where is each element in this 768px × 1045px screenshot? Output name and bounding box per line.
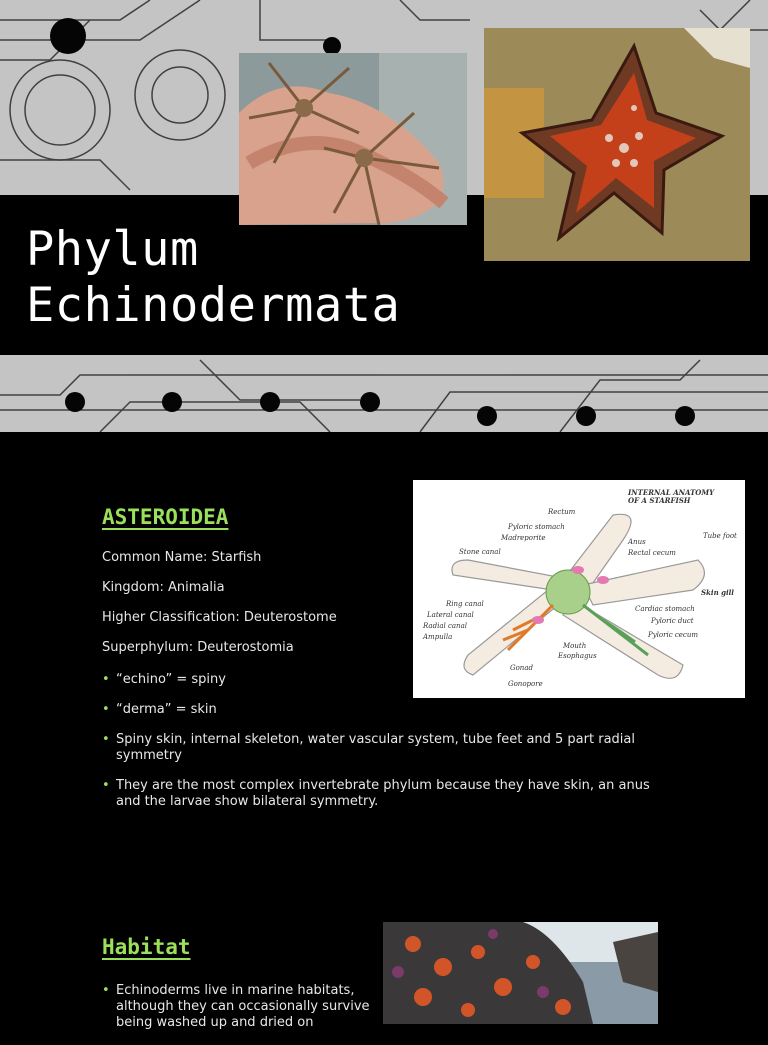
label-radial-canal: Radial canal <box>423 622 467 630</box>
info-higher-classification: Higher Classification: Deuterostome <box>102 610 337 625</box>
label-esophagus: Esophagus <box>558 652 597 660</box>
diagram-title-1: INTERNAL ANATOMY <box>628 488 715 497</box>
label-skin-gill: Skin gill <box>701 588 734 597</box>
label-tube-foot: Tube foot <box>703 532 737 540</box>
red-starfish-photo-icon <box>484 28 750 261</box>
info-common-name: Common Name: Starfish <box>102 550 262 565</box>
label-lateral-canal: Lateral canal <box>427 611 474 619</box>
label-madreporite: Madreporite <box>501 534 546 542</box>
label-rectum: Rectum <box>548 508 576 516</box>
info-superphylum: Superphylum: Deuterostomia <box>102 640 294 655</box>
bullet-complexity: • They are the most complex invertebrate phylum because they have skin, an anus and the larvae show bilateral symmetry. <box>102 778 672 810</box>
label-cardiac-stomach: Cardiac stomach <box>635 605 695 613</box>
label-stone-canal: Stone canal <box>459 548 501 556</box>
classification-info <box>102 550 337 670</box>
label-pyloric-cecum: Pyloric cecum <box>648 631 698 639</box>
label-ring-canal: Ring canal <box>446 600 484 608</box>
label-pyloric-stomach: Pyloric stomach <box>508 523 565 531</box>
bullet-habitat: • Echinoderms live in marine habitats, although they can occasionally survive being washed up and dried on <box>102 983 372 1031</box>
starfish-anatomy-diagram <box>413 480 745 698</box>
asteroidea-heading: ASTEROIDEA <box>102 505 229 529</box>
habitat-photo <box>383 922 658 1024</box>
brittle-star-photo <box>239 53 467 225</box>
bullet-derma: • “derma” = skin <box>102 702 672 718</box>
label-gonopore: Gonopore <box>508 680 543 688</box>
diagram-title-2: OF A STARFISH <box>628 496 691 505</box>
habitat-photo-icon <box>383 922 658 1024</box>
label-ampulla: Ampulla <box>423 633 453 641</box>
label-gonad: Gonad <box>510 664 533 672</box>
label-anus: Anus <box>628 538 646 546</box>
red-starfish-photo <box>484 28 750 261</box>
asteroidea-slide <box>0 432 768 1030</box>
bullet-echino: • “echino” = spiny <box>102 672 672 688</box>
brittle-star-photo-icon <box>239 53 467 225</box>
info-kingdom: Kingdom: Animalia <box>102 580 225 595</box>
label-pyloric-duct: Pyloric duct <box>651 617 694 625</box>
habitat-bullets <box>102 983 372 1045</box>
slide-title <box>26 222 400 334</box>
title-line-2: Echinodermata <box>26 278 401 333</box>
title-slide <box>0 0 768 432</box>
habitat-heading: Habitat <box>102 935 191 959</box>
bullet-features: • Spiny skin, internal skeleton, water vascular system, tube feet and 5 part radial symmetry <box>102 732 672 764</box>
label-mouth: Mouth <box>563 642 587 650</box>
label-rectal-cecum: Rectal cecum <box>628 549 676 557</box>
title-line-1: Phylum <box>26 222 199 277</box>
